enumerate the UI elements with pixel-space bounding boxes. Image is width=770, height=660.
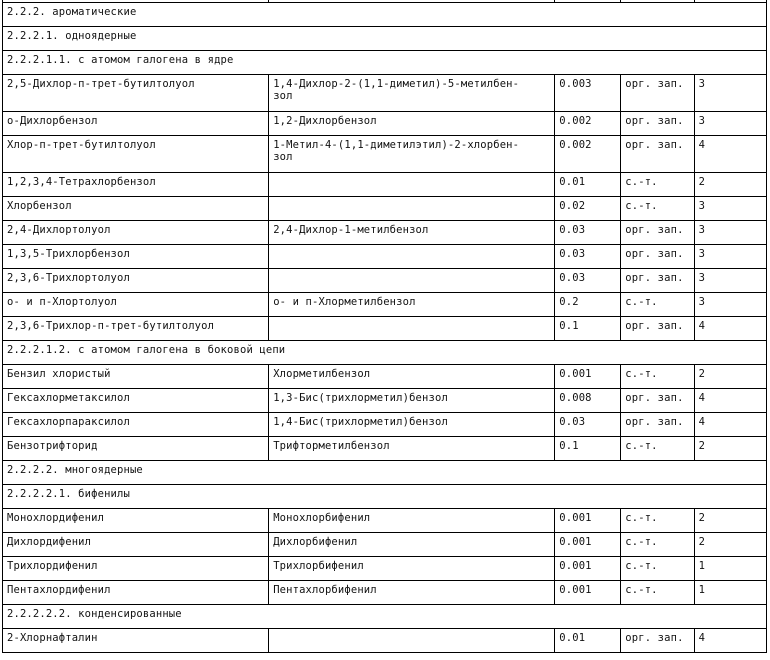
limit-value-cell: 0.2 xyxy=(555,293,621,317)
document-sheet xyxy=(2,0,767,653)
substance-name-cell: Хлор-п-трет-бутилтолуол xyxy=(3,136,269,173)
table-body xyxy=(3,0,767,653)
iupac-name-cell xyxy=(269,629,555,653)
substance-name-cell: Бензотрифторид xyxy=(3,437,269,461)
hazard-sign-cell: орг. зап. xyxy=(621,389,694,413)
limit-value-cell: 0.001 xyxy=(555,365,621,389)
table-row xyxy=(3,197,767,221)
table-row xyxy=(3,317,767,341)
section-heading: 2.2.2.1.1. с атомом галогена в ядре xyxy=(3,51,767,75)
substance-name-cell: Хлорбензол xyxy=(3,197,269,221)
iupac-name-cell xyxy=(269,317,555,341)
hazard-class-cell: 4 xyxy=(694,317,766,341)
table-row xyxy=(3,437,767,461)
substance-name-cell: о- и п-Хлортолуол xyxy=(3,293,269,317)
hazard-class-cell: 2 xyxy=(694,173,766,197)
limit-value-cell: 0.03 xyxy=(555,413,621,437)
substance-name-cell: 2,5-Дихлор-п-трет-бутилтолуол xyxy=(3,75,269,112)
hazard-sign-cell: с.-т. xyxy=(621,509,694,533)
hazard-class-cell: 3 xyxy=(694,245,766,269)
iupac-name-cell: Хлорметилбензол xyxy=(269,365,555,389)
hazard-sign-cell: орг. зап. xyxy=(621,317,694,341)
limit-value-cell: 0.01 xyxy=(555,173,621,197)
hazard-class-cell: 3 xyxy=(694,112,766,136)
hazard-sign-cell: с.-т. xyxy=(621,365,694,389)
iupac-name-cell: 1,2-Дихлорбензол xyxy=(269,112,555,136)
limit-value-cell: 0.03 xyxy=(555,269,621,293)
limit-value-cell: 0.001 xyxy=(555,533,621,557)
iupac-name-cell xyxy=(269,245,555,269)
hazard-class-cell: 2 xyxy=(694,509,766,533)
hazard-class-cell: 2 xyxy=(694,437,766,461)
hazard-sign-cell: с.-т. xyxy=(621,581,694,605)
section-row xyxy=(3,461,767,485)
table-row xyxy=(3,136,767,173)
substance-name-cell: Гексахлорпараксилол xyxy=(3,413,269,437)
hazard-class-cell: 1 xyxy=(694,557,766,581)
table-row xyxy=(3,629,767,653)
table-row xyxy=(3,413,767,437)
hazard-sign-cell: орг. зап. xyxy=(621,245,694,269)
substance-name-cell: 2-Хлорнафталин xyxy=(3,629,269,653)
substance-name-cell: 2,3,6-Трихлортолуол xyxy=(3,269,269,293)
hazard-class-cell: 4 xyxy=(694,389,766,413)
hazard-sign-cell: с.-т. xyxy=(621,173,694,197)
substance-name-cell: Трихлордифенил xyxy=(3,557,269,581)
hazard-class-cell: 3 xyxy=(694,293,766,317)
table-row xyxy=(3,557,767,581)
limit-value-cell: 0.1 xyxy=(555,437,621,461)
table-row xyxy=(3,509,767,533)
table-row xyxy=(3,221,767,245)
limit-value-cell: 0.001 xyxy=(555,581,621,605)
hazard-sign-cell: орг. зап. xyxy=(621,75,694,112)
table-row xyxy=(3,269,767,293)
limit-value-cell: 0.02 xyxy=(555,197,621,221)
iupac-name-cell: Трихлорбифенил xyxy=(269,557,555,581)
hazard-sign-cell: орг. зап. xyxy=(621,221,694,245)
hazard-class-cell: 3 xyxy=(694,269,766,293)
iupac-name-cell: 1-Метил-4-(1,1-диметилэтил)-2-хлорбен- зол xyxy=(269,136,555,173)
limit-value-cell: 0.1 xyxy=(555,317,621,341)
table-row xyxy=(3,112,767,136)
iupac-name-cell xyxy=(269,269,555,293)
section-row xyxy=(3,3,767,27)
iupac-name-cell: 1,3-Бис(трихлорметил)бензол xyxy=(269,389,555,413)
iupac-name-cell: 1,4-Дихлор-2-(1,1-диметил)-5-метилбен- зол xyxy=(269,75,555,112)
table-row xyxy=(3,245,767,269)
limit-value-cell: 0.03 xyxy=(555,245,621,269)
table-row xyxy=(3,75,767,112)
hazard-sign-cell: орг. зап. xyxy=(621,136,694,173)
iupac-name-cell: Трифторметилбензол xyxy=(269,437,555,461)
table-row xyxy=(3,581,767,605)
substance-name-cell: Монохлордифенил xyxy=(3,509,269,533)
hazard-class-cell: 4 xyxy=(694,136,766,173)
section-heading: 2.2.2. ароматические xyxy=(3,3,767,27)
section-heading: 2.2.2.1.2. с атомом галогена в боковой цепи xyxy=(3,341,767,365)
table-row xyxy=(3,173,767,197)
limit-value-cell: 0.002 xyxy=(555,136,621,173)
limit-value-cell: 0.003 xyxy=(555,75,621,112)
substances-table xyxy=(2,0,767,653)
table-row xyxy=(3,365,767,389)
substance-name-cell: 2,3,6-Трихлор-п-трет-бутилтолуол xyxy=(3,317,269,341)
substance-name-cell: Гексахлорметаксилол xyxy=(3,389,269,413)
hazard-sign-cell: с.-т. xyxy=(621,533,694,557)
substance-name-cell: о-Дихлорбензол xyxy=(3,112,269,136)
iupac-name-cell: 1,4-Бис(трихлорметил)бензол xyxy=(269,413,555,437)
hazard-class-cell: 3 xyxy=(694,221,766,245)
section-row xyxy=(3,485,767,509)
hazard-sign-cell: орг. зап. xyxy=(621,269,694,293)
hazard-class-cell: 2 xyxy=(694,365,766,389)
substance-name-cell: Дихлордифенил xyxy=(3,533,269,557)
table-row xyxy=(3,293,767,317)
limit-value-cell: 0.01 xyxy=(555,629,621,653)
limit-value-cell: 0.001 xyxy=(555,557,621,581)
iupac-name-cell xyxy=(269,173,555,197)
hazard-sign-cell: орг. зап. xyxy=(621,413,694,437)
section-heading: 2.2.2.2.2. конденсированные xyxy=(3,605,767,629)
section-row xyxy=(3,51,767,75)
limit-value-cell: 0.008 xyxy=(555,389,621,413)
hazard-sign-cell: с.-т. xyxy=(621,557,694,581)
hazard-class-cell: 4 xyxy=(694,413,766,437)
substance-name-cell: 1,3,5-Трихлорбензол xyxy=(3,245,269,269)
table-row xyxy=(3,533,767,557)
hazard-class-cell: 3 xyxy=(694,75,766,112)
section-heading: 2.2.2.1. одноядерные xyxy=(3,27,767,51)
hazard-class-cell: 1 xyxy=(694,581,766,605)
iupac-name-cell: 2,4-Дихлор-1-метилбензол xyxy=(269,221,555,245)
iupac-name-cell: Пентахлорбифенил xyxy=(269,581,555,605)
substance-name-cell: 1,2,3,4-Тетрахлорбензол xyxy=(3,173,269,197)
hazard-sign-cell: с.-т. xyxy=(621,293,694,317)
hazard-sign-cell: орг. зап. xyxy=(621,629,694,653)
section-row xyxy=(3,341,767,365)
section-row xyxy=(3,605,767,629)
table-row xyxy=(3,389,767,413)
substance-name-cell: Пентахлордифенил xyxy=(3,581,269,605)
section-heading: 2.2.2.2. многоядерные xyxy=(3,461,767,485)
hazard-class-cell: 4 xyxy=(694,629,766,653)
hazard-class-cell: 3 xyxy=(694,197,766,221)
substance-name-cell: Бензил хлористый xyxy=(3,365,269,389)
hazard-class-cell: 2 xyxy=(694,533,766,557)
hazard-sign-cell: с.-т. xyxy=(621,197,694,221)
iupac-name-cell: Монохлорбифенил xyxy=(269,509,555,533)
hazard-sign-cell: орг. зап. xyxy=(621,112,694,136)
limit-value-cell: 0.002 xyxy=(555,112,621,136)
iupac-name-cell: о- и п-Хлорметилбензол xyxy=(269,293,555,317)
limit-value-cell: 0.001 xyxy=(555,509,621,533)
limit-value-cell: 0.03 xyxy=(555,221,621,245)
substance-name-cell: 2,4-Дихлортолуол xyxy=(3,221,269,245)
hazard-sign-cell: с.-т. xyxy=(621,437,694,461)
iupac-name-cell xyxy=(269,197,555,221)
section-row xyxy=(3,27,767,51)
iupac-name-cell: Дихлорбифенил xyxy=(269,533,555,557)
section-heading: 2.2.2.2.1. бифенилы xyxy=(3,485,767,509)
